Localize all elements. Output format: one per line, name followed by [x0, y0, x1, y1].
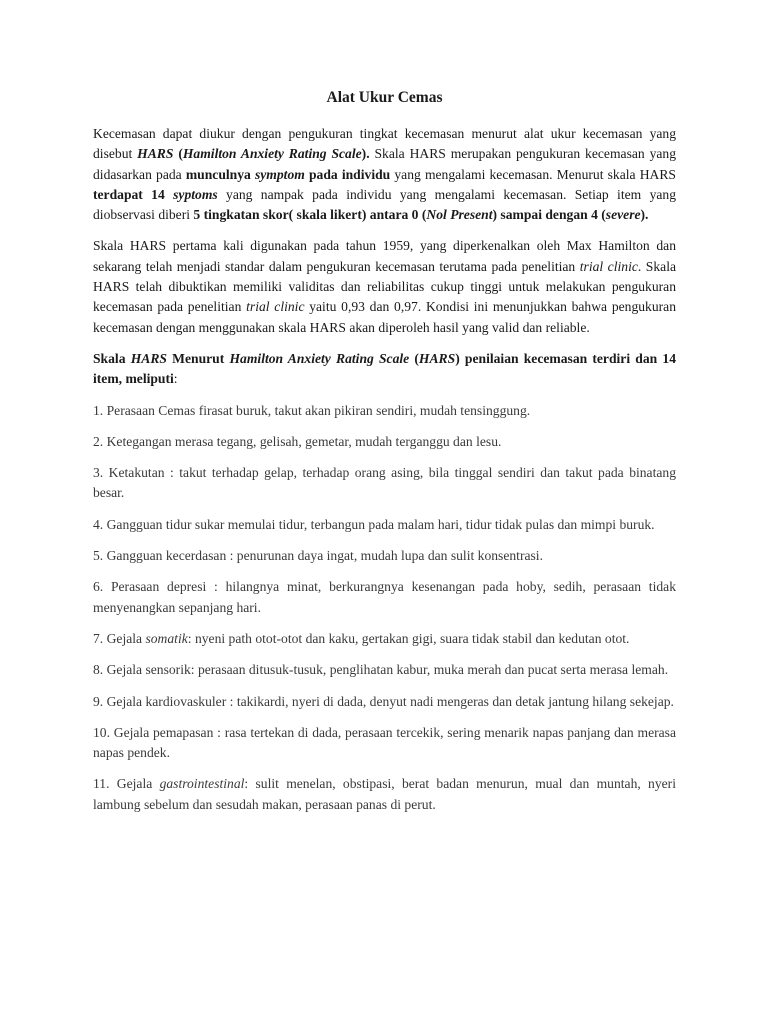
text-span: yang nampak pada individu yang mengalami kecemasan. Setiap item yang diobservasi diberi — [93, 186, 676, 223]
text-span: munculnya — [185, 166, 255, 182]
text-span: severe — [605, 207, 641, 223]
text-span: Hamilton Anxiety Rating Scale — [182, 146, 362, 162]
list-item: 3. Ketakutan : takut terhadap gelap, terhadap orang asing, bila tinggal sendiri dan takut pada binatang besar. — [93, 465, 676, 501]
list-item: 1. Perasaan Cemas firasat buruk, takut akan pikiran sendiri, mudah tensinggung. — [93, 402, 531, 418]
text-span: HARS — [130, 350, 167, 366]
text-span: symptom — [254, 166, 305, 182]
text-span: Skala HARS pertama kali digunakan pada tahun 1959, yang diperkenalkan oleh Max Hamilton dan sekarang telah menjadi standar dalam pengukuran kecemasan terutama pada penelitian — [93, 238, 676, 274]
text-span: ( — [409, 350, 419, 366]
text-span: Menurut — [166, 350, 230, 366]
text-span: 7. Gejala — [93, 630, 146, 646]
text-span: Kecemasan dapat diukur dengan pengukuran tingkat kecemasan menurut alat ukur kecemasan yang disebut — [93, 126, 676, 162]
text-span: gastrointestinal — [159, 776, 245, 792]
list-item: 6. Perasaan depresi : hilangnya minat, berkurangnya kesenangan pada hoby, sedih, perasaan tidak menyenangkan sepanjang hari. — [93, 579, 676, 615]
text-span: ). — [361, 146, 370, 162]
list-item — [93, 629, 676, 649]
text-span: 5 tingkatan skor( skala likert) antara 0 ( — [193, 207, 427, 223]
text-span: trial clinic — [579, 258, 638, 274]
list-item: 2. Ketegangan merasa tegang, gelisah, gemetar, mudah terganggu dan lesu. — [93, 433, 502, 449]
list-item: 10. Gejala pemapasan : rasa tertekan di dada, perasaan tercekik, sering menarik napas panjang dan merasa napas pendek. — [93, 724, 676, 761]
paragraph-intro — [93, 124, 676, 225]
list-item: 5. Gangguan kecerdasan : penurunan daya ingat, mudah lupa dan sulit konsentrasi. — [93, 548, 543, 564]
document-title: Alat Ukur Cemas — [326, 89, 443, 106]
list-item: 9. Gejala kardiovaskuler : takikardi, nyeri di dada, denyut nadi mengeras dan detak jantung hilang sekejap. — [93, 693, 674, 709]
list-item: 8. Gejala sensorik: perasaan ditusuk-tusuk, penglihatan kabur, muka merah dan pucat serta merasa lemah. — [93, 662, 669, 678]
paragraph-history — [93, 236, 676, 337]
text-span: ) sampai dengan 4 ( — [492, 207, 606, 223]
text-span: . Skala HARS telah dibuktikan memiliki validitas dan reliabilitas cukup tinggi untuk melakukan pengukuran kecemasan pada penelitian — [93, 258, 677, 315]
paragraph-list-intro — [93, 349, 676, 390]
text-span: yaitu 0,93 dan 0,97. Kondisi ini menunjukkan bahwa pengukuran kecemasan dengan menggunakan skala HARS akan diperoleh hasil yang valid dan reliable. — [93, 299, 676, 335]
text-span: somatik — [145, 630, 188, 646]
text-span: : — [173, 371, 178, 387]
list-item: 4. Gangguan tidur sukar memulai tidur, terbangun pada malam hari, tidur tidak pulas dan mimpi buruk. — [93, 516, 655, 532]
text-span: : nyeni path otot-otot dan kaku, gertakan gigi, suara tidak stabil dan kedutan otot. — [187, 630, 630, 646]
text-span: Nol Present — [426, 207, 493, 223]
text-span: yang mengalami kecemasan. Menurut skala HARS — [390, 166, 676, 182]
text-span: trial clinic — [246, 299, 305, 315]
text-span: 11. Gejala — [93, 776, 160, 792]
text-span: ) penilaian kecemasan terdiri dan 14 item, meliputi — [93, 350, 677, 387]
text-span: : sulit menelan, obstipasi, berat badan menurun, mual dan muntah, nyeri lambung sebelum dan sesudah makan, perasaan panas di perut. — [93, 776, 676, 812]
text-span: terdapat 14 — [93, 186, 174, 202]
text-span: ( — [173, 146, 183, 162]
text-span: Skala HARS merupakan pengukuran kecemasan yang didasarkan pada — [93, 146, 676, 182]
text-span: HARS — [418, 350, 456, 366]
text-span: HARS — [137, 146, 174, 162]
text-span: Hamilton Anxiety Rating Scale — [229, 350, 410, 366]
text-span: syptoms — [173, 186, 218, 202]
list-item — [93, 774, 676, 815]
text-span: ). — [640, 207, 649, 223]
text-span: pada individu — [304, 166, 391, 182]
document-page — [93, 88, 676, 826]
text-span: Skala — [93, 350, 131, 366]
